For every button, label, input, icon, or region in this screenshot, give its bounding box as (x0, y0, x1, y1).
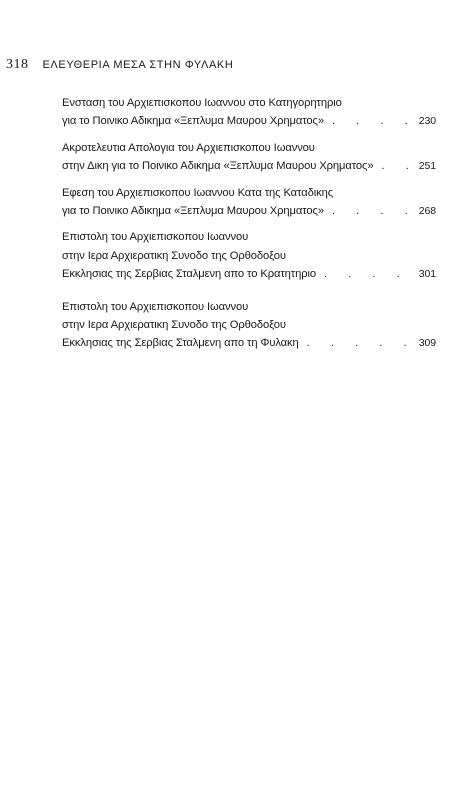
dot-leader (299, 334, 415, 352)
toc-page-number: 251 (418, 160, 436, 173)
toc-entry-line (62, 316, 436, 334)
running-title: ΕΛΕΥΘΕΡΙΑ ΜΕΣΑ ΣΤΗΝ ΦΥΛΑΚΗ (42, 59, 234, 71)
toc-entry-text: στην Δικη για το Ποινικο Αδικημα «Ξεπλυμα Μαυρου Χρηματος» (62, 160, 374, 173)
toc-entry (62, 184, 436, 221)
toc-entry-line (62, 184, 436, 202)
toc-entry-text: Εκκλησιας της Σερβιας Σταλμενη απο τη Φυλακη (62, 337, 299, 350)
toc-entry-line (62, 298, 436, 316)
toc-page-number: 268 (418, 205, 436, 218)
toc-page-number: 230 (418, 115, 436, 128)
toc-entry-line (62, 94, 436, 112)
toc-entry-text: Εκκλησιας της Σερβιας Σταλμενη απο το Κρατητηριο (62, 268, 316, 281)
table-of-contents (62, 94, 436, 361)
dot-leader (324, 112, 415, 130)
page-number: 318 (6, 57, 29, 72)
toc-entry-line (62, 247, 436, 265)
toc-entry-text: για το Ποινικο Αδικημα «Ξεπλυμα Μαυρου Χρηματος» (62, 205, 324, 218)
toc-entry-text: Ενσταση του Αρχιεπισκοπου Ιωαννου στο Κατηγορητηριο (62, 97, 342, 109)
toc-entry-text: Εφεση του Αρχιεπισκοπου Ιωαννου Κατα της Καταδικης (62, 186, 333, 199)
toc-entry-text: Επιστολη του Αρχιεπισκοπου Ιωαννου (62, 300, 249, 313)
toc-entry-text: Επιστολη του Αρχιεπισκοπου Ιωαννου (62, 231, 249, 244)
toc-entry-text: στην Ιερα Αρχιερατικη Συνοδο της Ορθοδοξου (62, 249, 286, 262)
toc-entry-text: στην Ιερα Αρχιερατικη Συνοδο της Ορθοδοξου (62, 319, 286, 332)
toc-page-number: 301 (418, 268, 436, 281)
toc-entry-line (62, 202, 436, 220)
dot-leader (324, 202, 415, 220)
toc-entry-line (62, 265, 436, 283)
toc-entry-line (62, 228, 436, 246)
toc-entry (62, 298, 436, 353)
toc-entry-text: για το Ποινικο Αδικημα «Ξεπλυμα Μαυρου Χρηματος» (62, 115, 324, 128)
toc-entry-text: Ακροτελευτια Απολογια του Αρχιεπισκοπου Ιωαννου (62, 141, 315, 154)
toc-entry-line (62, 334, 436, 352)
toc-entry-line (62, 139, 436, 157)
toc-entry (62, 228, 436, 283)
toc-entry (62, 139, 436, 176)
toc-page-number: 309 (418, 337, 436, 350)
dot-leader (373, 157, 414, 175)
toc-entry-line (62, 112, 436, 130)
running-head (6, 57, 233, 73)
toc-entry (62, 94, 436, 131)
toc-entry-line (62, 157, 436, 175)
dot-leader (316, 265, 415, 283)
